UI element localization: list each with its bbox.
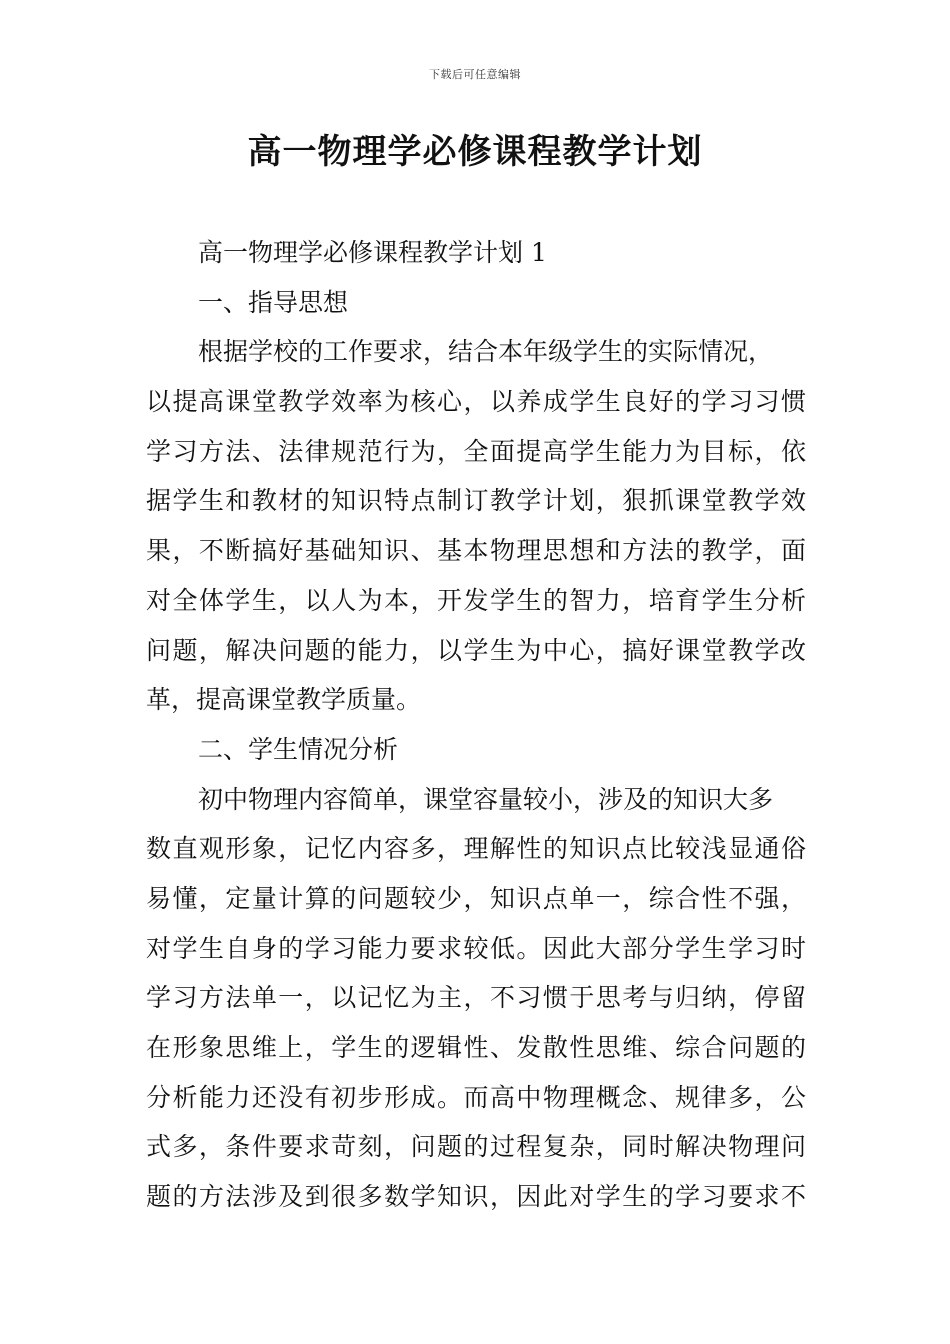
section-heading-guiding-ideas: 一、指导思想 bbox=[198, 287, 349, 317]
paragraph-line: 对学生自身的学习能力要求较低。因此大部分学生学习时 bbox=[146, 933, 806, 963]
paragraph-line: 革，提高课堂教学质量。 bbox=[146, 685, 422, 715]
document-subtitle: 高一物理学必修课程教学计划 1 bbox=[198, 238, 547, 267]
paragraph-line: 学习方法单一，以记忆为主，不习惯于思考与归纳，停留 bbox=[146, 983, 806, 1013]
paragraph-line: 易懂，定量计算的问题较少，知识点单一，综合性不强， bbox=[146, 883, 806, 913]
paragraph-line: 学习方法、法律规范行为，全面提高学生能力为目标，依 bbox=[146, 436, 806, 466]
paragraph-line: 式多，条件要求苛刻，问题的过程复杂，同时解决物理问 bbox=[146, 1132, 806, 1162]
paragraph-line: 在形象思维上，学生的逻辑性、发散性思维、综合问题的 bbox=[146, 1033, 806, 1062]
paragraph-line: 初中物理内容简单，课堂容量较小，涉及的知识大多 bbox=[198, 784, 774, 814]
paragraph-line: 根据学校的工作要求，结合本年级学生的实际情况， bbox=[198, 337, 774, 367]
paragraph-line: 果，不断搞好基础知识、基本物理思想和方法的教学，面 bbox=[146, 536, 806, 566]
paragraph-line: 以提高课堂教学效率为核心，以养成学生良好的学习习惯 bbox=[146, 387, 806, 417]
header-note: 下载后可任意编辑 bbox=[429, 68, 521, 81]
paragraph-guiding-ideas bbox=[146, 327, 806, 725]
paragraph-line: 对全体学生，以人为本，开发学生的智力，培育学生分析 bbox=[146, 585, 806, 615]
paragraph-line: 题的方法涉及到很多数学知识，因此对学生的学习要求不 bbox=[146, 1182, 806, 1212]
document-title: 高一物理学必修课程教学计划 bbox=[247, 132, 703, 172]
paragraph-student-analysis bbox=[146, 775, 806, 1222]
paragraph-line: 分析能力还没有初步形成。而高中物理概念、规律多，公 bbox=[146, 1082, 806, 1112]
paragraph-line: 问题，解决问题的能力，以学生为中心，搞好课堂教学改 bbox=[146, 635, 806, 665]
paragraph-line: 数直观形象，记忆内容多，理解性的知识点比较浅显通俗 bbox=[146, 834, 806, 864]
document-body bbox=[146, 228, 806, 1222]
section-heading-student-analysis: 二、学生情况分析 bbox=[198, 734, 399, 764]
paragraph-line: 据学生和教材的知识特点制订教学计划，狠抓课堂教学效 bbox=[146, 486, 806, 516]
